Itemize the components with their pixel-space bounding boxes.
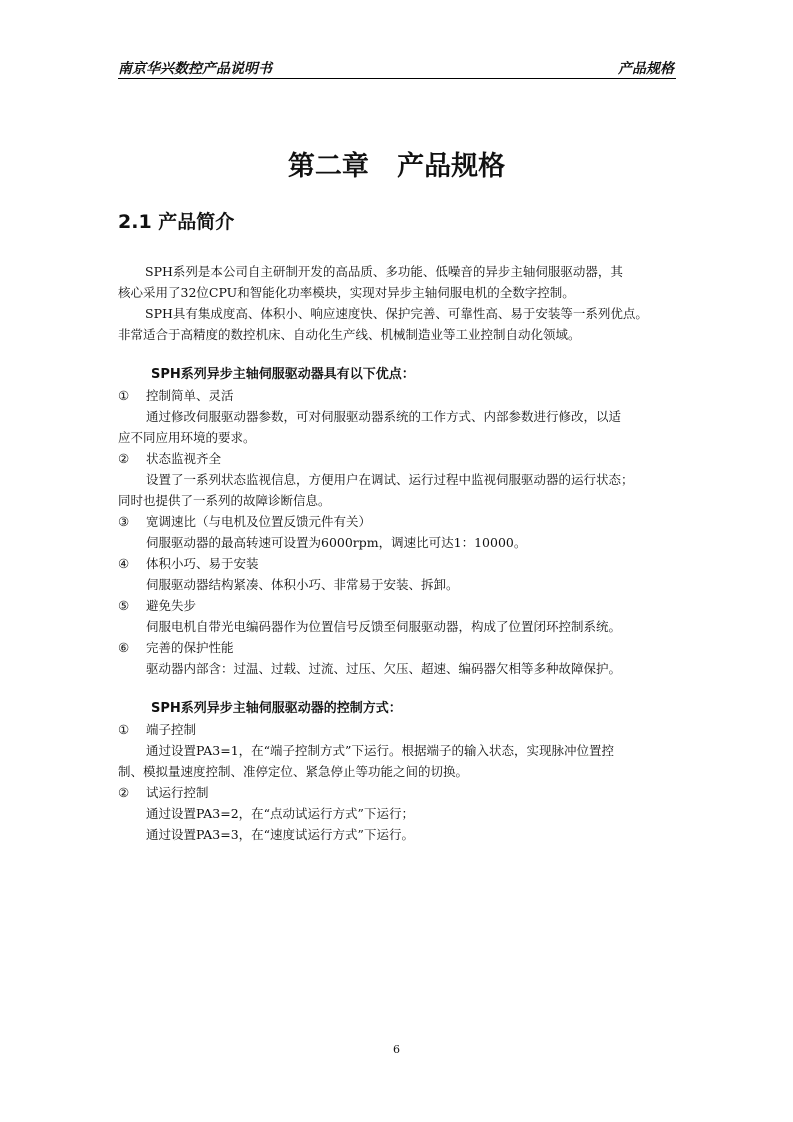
item-number: ④ xyxy=(118,556,130,571)
description-line: 通过设置PA3=1，在“端子控制方式”下运行。根据端子的输入状态，实现脉冲位置控 xyxy=(146,743,614,758)
item-title: 试运行控制 xyxy=(146,785,209,800)
page-number: 6 xyxy=(393,1043,400,1056)
control-modes-list xyxy=(118,719,676,845)
item-title: 控制简单、灵活 xyxy=(146,388,234,403)
list-item xyxy=(118,448,676,511)
list-item xyxy=(118,595,676,637)
description-line: 同时也提供了一系列的故障诊断信息。 xyxy=(118,493,331,508)
list-item xyxy=(118,385,676,448)
intro-paragraph xyxy=(118,261,676,303)
item-number: ① xyxy=(118,722,130,737)
paragraph-line: SPH系列是本公司自主研制开发的高品质、多功能、低噪音的异步主轴伺服驱动器，其 xyxy=(145,264,623,279)
item-number: ② xyxy=(118,785,130,800)
advantages-heading: SPH系列异步主轴伺服驱动器具有以下优点： xyxy=(151,367,415,382)
item-title: 宽调速比（与电机及位置反馈元件有关） xyxy=(146,514,372,529)
item-number: ① xyxy=(118,388,130,403)
list-item xyxy=(118,719,676,782)
item-number: ⑥ xyxy=(118,640,130,655)
description-line: 通过设置PA3=2，在“点动试运行方式”下运行； xyxy=(146,806,414,821)
item-description xyxy=(118,803,676,845)
item-description xyxy=(118,469,676,511)
header-chapter-name: 产品规格 xyxy=(618,61,674,77)
item-description xyxy=(118,532,676,553)
description-line: 制、模拟量速度控制、准停定位、紧急停止等功能之间的切换。 xyxy=(118,764,469,779)
description-line: 设置了一系列状态监视信息，方便用户在调试、运行过程中监视伺服驱动器的运行状态； xyxy=(146,472,634,487)
description-line: 伺服驱动器的最高转速可设置为6000rpm，调速比可达1：10000。 xyxy=(146,535,527,550)
list-item xyxy=(118,553,676,595)
item-title: 体积小巧、易于安装 xyxy=(146,556,259,571)
paragraph-line: 核心采用了32位CPU和智能化功率模块，实现对异步主轴伺服电机的全数字控制。 xyxy=(118,285,575,300)
chapter-title: 第二章 产品规格 xyxy=(287,151,506,182)
list-item xyxy=(118,782,676,845)
item-description xyxy=(118,740,676,782)
header-document-title: 南京华兴数控产品说明书 xyxy=(118,61,272,77)
advantages-list xyxy=(118,385,676,679)
list-item xyxy=(118,637,676,679)
item-description xyxy=(118,616,676,637)
item-number: ⑤ xyxy=(118,598,130,613)
description-line: 伺服电机自带光电编码器作为位置信号反馈至伺服驱动器，构成了位置闭环控制系统。 xyxy=(146,619,622,634)
paragraph-line: SPH具有集成度高、体积小、响应速度快、保护完善、可靠性高、易于安装等一系列优点。 xyxy=(145,306,648,321)
description-line: 伺服驱动器结构紧凑、体积小巧、非常易于安装、拆卸。 xyxy=(146,577,459,592)
description-line: 通过设置PA3=3，在“速度试运行方式”下运行。 xyxy=(146,827,414,842)
control-modes-heading: SPH系列异步主轴伺服驱动器的控制方式： xyxy=(151,701,402,716)
item-description xyxy=(118,658,676,679)
item-title: 完善的保护性能 xyxy=(146,640,234,655)
intro-paragraph xyxy=(118,303,676,345)
page-header xyxy=(118,56,676,79)
item-description xyxy=(118,574,676,595)
item-title: 避免失步 xyxy=(146,598,197,613)
description-line: 应不同应用环境的要求。 xyxy=(118,430,256,445)
description-line: 通过修改伺服驱动器参数，可对伺服驱动器系统的工作方式、内部参数进行修改，以适 xyxy=(146,409,622,424)
item-title: 状态监视齐全 xyxy=(146,451,222,466)
section-title: 2.1 产品简介 xyxy=(118,211,235,233)
item-title: 端子控制 xyxy=(146,722,197,737)
list-item xyxy=(118,511,676,553)
description-line: 驱动器内部含：过温、过载、过流、过压、欠压、超速、编码器欠相等多种故障保护。 xyxy=(146,661,622,676)
main-content xyxy=(118,261,676,845)
item-number: ③ xyxy=(118,514,130,529)
paragraph-line: 非常适合于高精度的数控机床、自动化生产线、机械制造业等工业控制自动化领域。 xyxy=(118,327,581,342)
item-description xyxy=(118,406,676,448)
item-number: ② xyxy=(118,451,130,466)
